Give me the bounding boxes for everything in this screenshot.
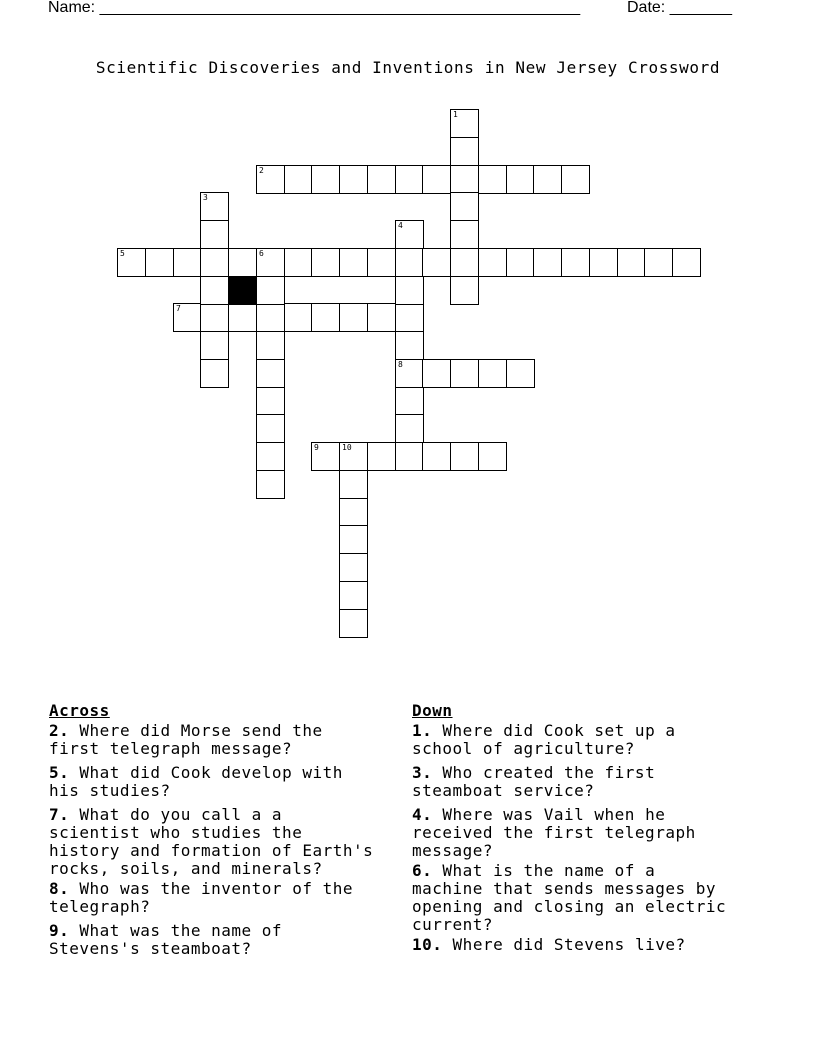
grid-cell[interactable] (506, 359, 535, 388)
grid-cell[interactable] (228, 303, 257, 332)
grid-cell[interactable] (367, 303, 396, 332)
grid-cell[interactable] (478, 165, 507, 194)
clue-number: 5 (120, 249, 125, 258)
grid-cell[interactable] (200, 220, 229, 249)
grid-cell[interactable] (173, 248, 202, 277)
grid-cell[interactable] (117, 248, 146, 277)
grid-cell[interactable] (339, 165, 368, 194)
grid-cell[interactable] (311, 442, 340, 471)
grid-cell[interactable] (339, 553, 368, 582)
grid-cell[interactable] (284, 165, 313, 194)
clue-across-2: 2. Where did Morse send the first telegraph message? (49, 721, 323, 758)
grid-cell[interactable] (339, 248, 368, 277)
grid-cell[interactable] (200, 331, 229, 360)
grid-cell[interactable] (367, 248, 396, 277)
clue-number: 9 (314, 443, 319, 452)
grid-cell[interactable] (339, 498, 368, 527)
grid-cell[interactable] (672, 248, 701, 277)
grid-cell[interactable] (561, 248, 590, 277)
grid-cell[interactable] (450, 442, 479, 471)
clue-across-8: 8. Who was the inventor of the telegraph? (49, 879, 353, 916)
grid-cell[interactable] (311, 165, 340, 194)
grid-cell[interactable] (422, 248, 451, 277)
grid-cell[interactable] (617, 248, 646, 277)
grid-cell[interactable] (256, 276, 285, 305)
grid-cell[interactable] (422, 165, 451, 194)
clue-number: 6 (259, 249, 264, 258)
clue-across-5: 5. What did Cook develop with his studies? (49, 763, 343, 800)
grid-cell[interactable] (173, 303, 202, 332)
grid-cell[interactable] (200, 248, 229, 277)
grid-cell[interactable] (200, 359, 229, 388)
grid-cell[interactable] (339, 581, 368, 610)
grid-cell[interactable] (200, 192, 229, 221)
grid-cell[interactable] (339, 525, 368, 554)
across-clues (49, 700, 404, 964)
grid-cell[interactable] (478, 359, 507, 388)
grid-cell[interactable] (561, 165, 590, 194)
grid-cell[interactable] (395, 442, 424, 471)
grid-cell[interactable] (395, 303, 424, 332)
grid-cell[interactable] (450, 220, 479, 249)
grid-cell[interactable] (339, 442, 368, 471)
clue-number: 10 (342, 443, 352, 452)
clue-number: 3 (203, 193, 208, 202)
grid-cell[interactable] (256, 414, 285, 443)
grid-cell[interactable] (395, 276, 424, 305)
grid-cell[interactable] (450, 165, 479, 194)
grid-cell[interactable] (450, 359, 479, 388)
grid-cell[interactable] (422, 442, 451, 471)
grid-cell[interactable] (339, 609, 368, 638)
grid-cell[interactable] (450, 137, 479, 166)
grid-cell[interactable] (533, 165, 562, 194)
clue-number: 8 (398, 360, 403, 369)
grid-cell[interactable] (644, 248, 673, 277)
clue-number: 1 (453, 110, 458, 119)
grid-cell[interactable] (200, 303, 229, 332)
grid-cell[interactable] (478, 442, 507, 471)
grid-cell[interactable] (450, 276, 479, 305)
name-field[interactable]: Name: ______________________________________________________ (48, 0, 581, 16)
grid-cell[interactable] (395, 414, 424, 443)
grid-cell[interactable] (200, 276, 229, 305)
down-heading: Down (412, 701, 453, 720)
date-field[interactable]: Date: _______ (627, 0, 732, 16)
grid-cell[interactable] (395, 165, 424, 194)
grid-cell[interactable] (589, 248, 618, 277)
grid-cell[interactable] (228, 248, 257, 277)
clue-down-10: 10. Where did Stevens live? (412, 935, 686, 954)
clue-down-3: 3. Who created the first steamboat service? (412, 763, 656, 800)
grid-cell[interactable] (256, 165, 285, 194)
grid-cell[interactable] (450, 248, 479, 277)
grid-cell[interactable] (256, 248, 285, 277)
grid-cell[interactable] (395, 359, 424, 388)
grid-cell[interactable] (395, 220, 424, 249)
grid-cell[interactable] (256, 470, 285, 499)
grid-cell[interactable] (145, 248, 174, 277)
clue-number: 2 (259, 166, 264, 175)
grid-cell[interactable] (256, 387, 285, 416)
grid-cell[interactable] (450, 192, 479, 221)
grid-cell[interactable] (284, 303, 313, 332)
grid-cell[interactable] (311, 248, 340, 277)
grid-cell[interactable] (506, 165, 535, 194)
clue-number: 4 (398, 221, 403, 230)
grid-cell[interactable] (256, 303, 285, 332)
clue-across-7: 7. What do you call a a scientist who studies the history and formation of Earth's rocks, soils, and minerals? (49, 805, 374, 878)
grid-cell[interactable] (395, 248, 424, 277)
grid-cell[interactable] (395, 387, 424, 416)
grid-cell[interactable] (367, 442, 396, 471)
grid-cell[interactable] (339, 470, 368, 499)
grid-cell[interactable] (422, 359, 451, 388)
grid-cell[interactable] (506, 248, 535, 277)
grid-cell[interactable] (478, 248, 507, 277)
clue-down-4: 4. Where was Vail when he received the first telegraph message? (412, 805, 696, 860)
grid-cell[interactable] (311, 303, 340, 332)
grid-cell[interactable] (339, 303, 368, 332)
grid-cell[interactable] (450, 109, 479, 138)
down-clues (412, 700, 767, 960)
clue-down-6: 6. What is the name of a machine that sends messages by opening and closing an electric current? (412, 861, 727, 934)
grid-cell[interactable] (256, 442, 285, 471)
grid-cell[interactable] (284, 248, 313, 277)
grid-block (228, 276, 257, 305)
grid-cell[interactable] (395, 331, 424, 360)
grid-cell[interactable] (533, 248, 562, 277)
page-title: Scientific Discoveries and Inventions in New Jersey Crossword (95, 58, 721, 77)
clue-across-9: 9. What was the name of Stevens's steamboat? (49, 921, 283, 958)
clue-number: 7 (176, 304, 181, 313)
grid-cell[interactable] (367, 165, 396, 194)
grid-cell[interactable] (256, 331, 285, 360)
clue-down-1: 1. Where did Cook set up a school of agriculture? (412, 721, 676, 758)
grid-cell[interactable] (256, 359, 285, 388)
across-heading: Across (49, 701, 110, 720)
